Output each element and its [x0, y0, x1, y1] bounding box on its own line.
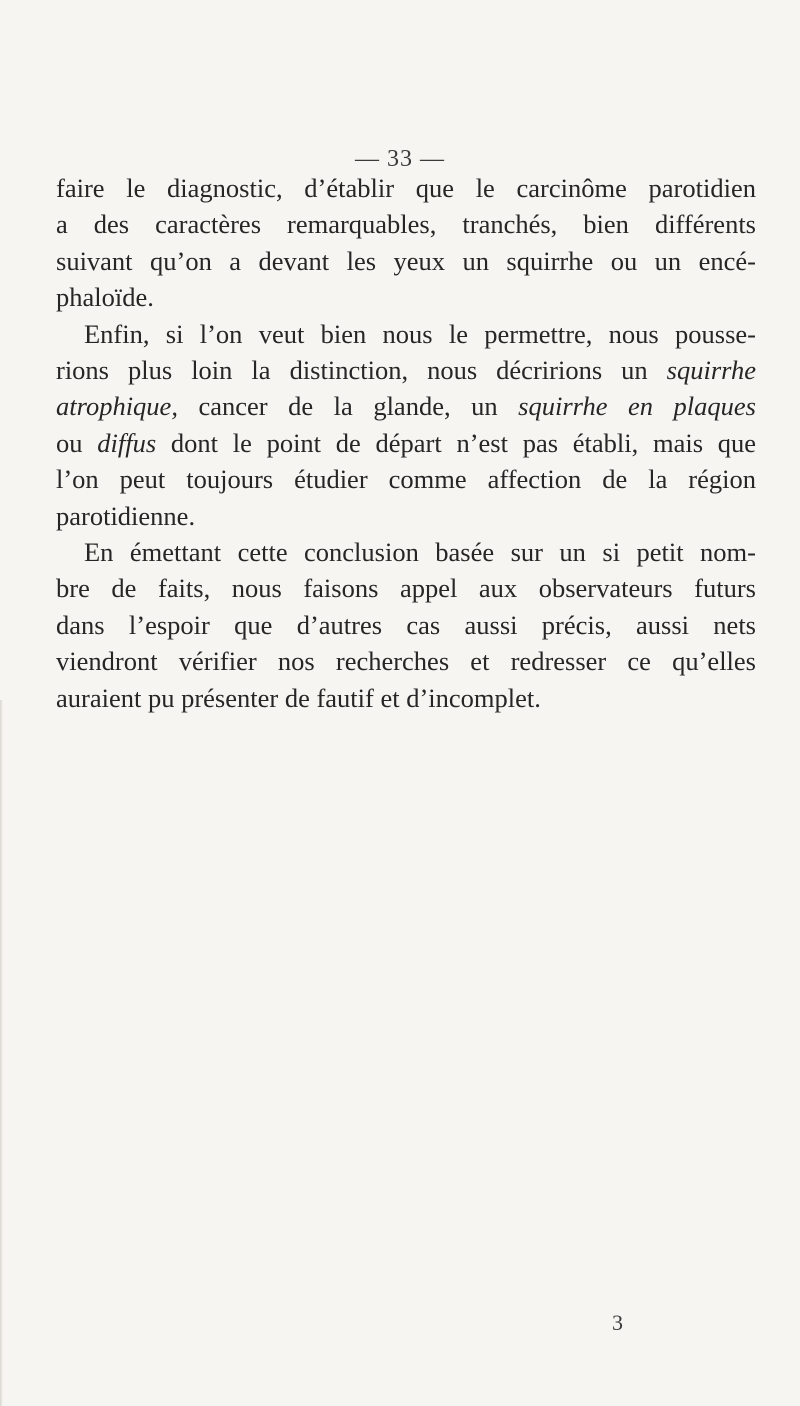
text-line: viendront vérifier nos recherches et redresser ce qu’elles	[56, 646, 756, 677]
text-line	[56, 352, 756, 388]
text-line: En émettant cette conclusion basée sur un si petit nom-	[84, 537, 756, 568]
text-run: rions plus loin la distinction, nous décririons un	[56, 355, 667, 386]
signature-mark: 3	[612, 1310, 623, 1335]
text-line: bre de faits, nous faisons appel aux observateurs futurs	[56, 573, 756, 604]
paragraph-1	[56, 170, 756, 316]
text-run: ou	[56, 427, 98, 458]
text-run: dont le point de départ n’est pas établi, mais que	[156, 427, 756, 458]
paragraph-3	[56, 534, 756, 716]
body-text	[56, 170, 756, 716]
text-line: l’on peut toujours étudier comme affection de la région	[56, 464, 756, 495]
text-line: faire le diagnostic, d’établir que le carcinôme parotidien	[56, 173, 756, 203]
text-line: phaloïde.	[56, 282, 154, 313]
paragraph-2	[56, 316, 756, 534]
text-line	[56, 425, 756, 461]
text-run: cancer de la glande, un	[177, 391, 519, 422]
text-line: Enfin, si l’on veut bien nous le permettre, nous pousse-	[84, 318, 756, 349]
text-line: auraient pu présenter de fautif et d’incomplet.	[56, 682, 541, 713]
italic-term: squirrhe en plaques	[518, 391, 756, 422]
text-line: a des caractères remarquables, tranchés, bien différents	[56, 209, 756, 240]
italic-term: diffus	[97, 427, 157, 458]
italic-term: squirrhe	[666, 355, 756, 386]
text-line: suivant qu’on a devant les yeux un squirrhe ou un encé-	[56, 245, 756, 276]
italic-term: atrophique,	[56, 391, 178, 422]
page-number: — 33 —	[355, 146, 445, 172]
text-line: dans l’espoir que d’autres cas aussi précis, aussi nets	[56, 609, 756, 640]
text-line: parotidienne.	[56, 500, 196, 531]
page-edge-shadow	[0, 700, 3, 1406]
text-line	[56, 388, 756, 424]
